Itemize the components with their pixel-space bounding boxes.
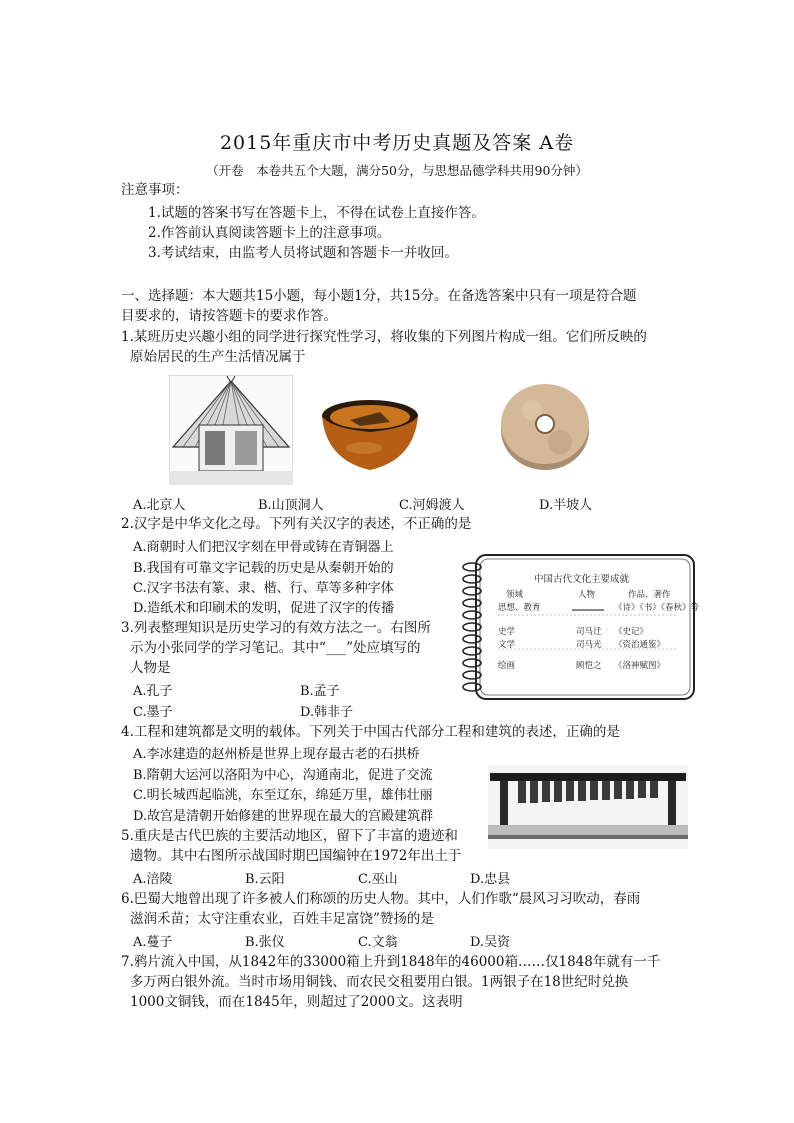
q5-option-a[interactable]: A.涪陵 bbox=[133, 872, 173, 887]
q1-option-c[interactable]: C.河姆渡人 bbox=[399, 498, 465, 513]
banpo-hut-image bbox=[169, 375, 293, 485]
question-1-stem-cont: 原始居民的生产生活情况属于 bbox=[130, 349, 306, 365]
notebook-cell: 司马迁 bbox=[576, 627, 602, 637]
q5-option-d[interactable]: D.忠县 bbox=[470, 872, 511, 887]
notebook-cell: 史学 bbox=[498, 627, 516, 637]
question-5-stem: 5.重庆是古代巴族的主要活动地区，留下了丰富的遗迹和 bbox=[121, 828, 458, 844]
notice-item: 2.作答前认真阅读答题卡上的注意事项。 bbox=[148, 225, 391, 241]
q5-option-b[interactable]: B.云阳 bbox=[245, 872, 285, 887]
page-subtitle: （开卷 本卷共五个大题，满分50分，与思想品德学科共用90分钟） bbox=[206, 163, 588, 178]
ba-bianzhong-bells-image bbox=[488, 765, 688, 849]
q3-option-b[interactable]: B.孟子 bbox=[300, 684, 340, 699]
q6-option-c[interactable]: C.文翁 bbox=[358, 935, 398, 950]
q4-option-a[interactable]: A.李冰建造的赵州桥是世界上现存最古老的石拱桥 bbox=[133, 747, 420, 762]
q4-option-c[interactable]: C.明长城西起临洮，东至辽东，绵延万里，雄伟壮丽 bbox=[133, 788, 433, 803]
notebook-cell: 《洛神赋图》 bbox=[614, 661, 666, 671]
question-1-stem: 1.某班历史兴趣小组的同学进行探究性学习，将收集的下列图片构成一组。它们所反映的 bbox=[121, 329, 647, 345]
question-7-stem-cont: 多万两白银外流。当时市场用铜钱、而农民交租要用白银。1两银子在18世纪时兑换 bbox=[130, 974, 629, 990]
stone-spindle-whorl-image bbox=[498, 380, 592, 472]
q3-option-c[interactable]: C.墨子 bbox=[133, 705, 173, 720]
q6-option-b[interactable]: B.张仪 bbox=[245, 935, 285, 950]
question-2-stem: 2.汉字是中华文化之母。下列有关汉字的表述，不正确的是 bbox=[121, 516, 472, 532]
page-title: 2015年重庆市中考历史真题及答案 A卷 bbox=[219, 132, 575, 154]
question-7-stem-cont: 1000文铜钱，而在1845年，则超过了2000文。这表明 bbox=[130, 994, 463, 1010]
q1-option-b[interactable]: B.山顶洞人 bbox=[258, 498, 324, 513]
q3-option-d[interactable]: D.韩非子 bbox=[300, 705, 354, 720]
notebook-cell: 绘画 bbox=[498, 661, 516, 671]
q1-option-a[interactable]: A.北京人 bbox=[133, 498, 186, 513]
q6-option-a[interactable]: A.蔓子 bbox=[133, 935, 173, 950]
q4-option-b[interactable]: B.隋朝大运河以洛阳为中心，沟通南北，促进了交流 bbox=[133, 768, 433, 783]
black-pottery-bowl-image bbox=[320, 398, 420, 474]
question-7-stem: 7.鸦片流入中国，从1842年的33000箱上升到1848年的46000箱……仅1848年就有一千 bbox=[121, 954, 661, 970]
question-4-stem: 4.工程和建筑都是文明的载体。下列关于中国古代部分工程和建筑的表述，正确的是 bbox=[121, 724, 620, 740]
question-6-stem: 6.巴蜀大地曾出现了许多被人们称颂的历史人物。其中，人们作歌“晨风习习吹动，春雨 bbox=[121, 891, 641, 907]
question-5-stem-cont: 遗物。其中右图所示战国时期巴国编钟在1972年出土于 bbox=[130, 848, 462, 864]
q2-option-b[interactable]: B.我国有可靠文字记载的历史是从秦朝开始的 bbox=[133, 561, 394, 576]
q2-option-a[interactable]: A.商朝时人们把汉字刻在甲骨或铸在青铜器上 bbox=[133, 540, 394, 555]
question-3-stem-cont: 人物是 bbox=[130, 660, 171, 676]
notice-item: 1.试题的答案书写在答题卡上，不得在试卷上直接作答。 bbox=[148, 205, 485, 221]
q2-option-c[interactable]: C.汉字书法有篆、隶、楷、行、草等多种字体 bbox=[133, 581, 394, 596]
q1-option-d[interactable]: D.半坡人 bbox=[539, 498, 593, 513]
notebook-title: 中国古代文化主要成就 bbox=[534, 574, 630, 585]
question-3-stem: 3.列表整理知识是历史学习的有效方法之一。右图所 bbox=[121, 620, 431, 636]
notice-heading: 注意事项： bbox=[121, 182, 189, 198]
section-heading: 一、选择题：本大题共15小题，每小题1分，共15分。在备选答案中只有一项是符合题 bbox=[121, 288, 637, 304]
study-notebook-image bbox=[458, 553, 698, 703]
notebook-cell: 司马光 bbox=[576, 640, 602, 650]
section-heading-cont: 目要求的，请按答题卡的要求作答。 bbox=[121, 308, 337, 324]
question-3-stem-cont: 示为小张同学的学习笔记。其中“___”处应填写的 bbox=[130, 640, 421, 656]
notebook-cell: 顾恺之 bbox=[576, 661, 602, 671]
q3-option-a[interactable]: A.孔子 bbox=[133, 684, 173, 699]
question-6-stem-cont: 滋润禾苗；太守注重农业，百姓丰足富饶”赞扬的是 bbox=[130, 911, 434, 927]
q6-option-d[interactable]: D.吴资 bbox=[470, 935, 511, 950]
notebook-header: 领域 bbox=[506, 590, 524, 600]
notebook-cell: 《诗》《书》《春秋》等 bbox=[614, 603, 700, 613]
notebook-header: 人物 bbox=[578, 590, 596, 600]
notebook-cell: 文学 bbox=[498, 640, 516, 650]
q5-option-c[interactable]: C.巫山 bbox=[358, 872, 398, 887]
q4-option-d[interactable]: D.故宫是清朝开始修建的世界现在最大的宫殿建筑群 bbox=[133, 809, 434, 824]
notebook-cell: 《资治通鉴》 bbox=[614, 640, 666, 650]
q2-option-d[interactable]: D.造纸术和印刷术的发明，促进了汉字的传播 bbox=[133, 601, 395, 616]
notebook-header: 作品、著作 bbox=[628, 590, 671, 600]
notebook-cell: 《史记》 bbox=[614, 627, 649, 637]
notice-item: 3.考试结束，由监考人员将试题和答题卡一并收回。 bbox=[148, 245, 458, 261]
notebook-cell: 思想、教育 bbox=[498, 603, 541, 613]
